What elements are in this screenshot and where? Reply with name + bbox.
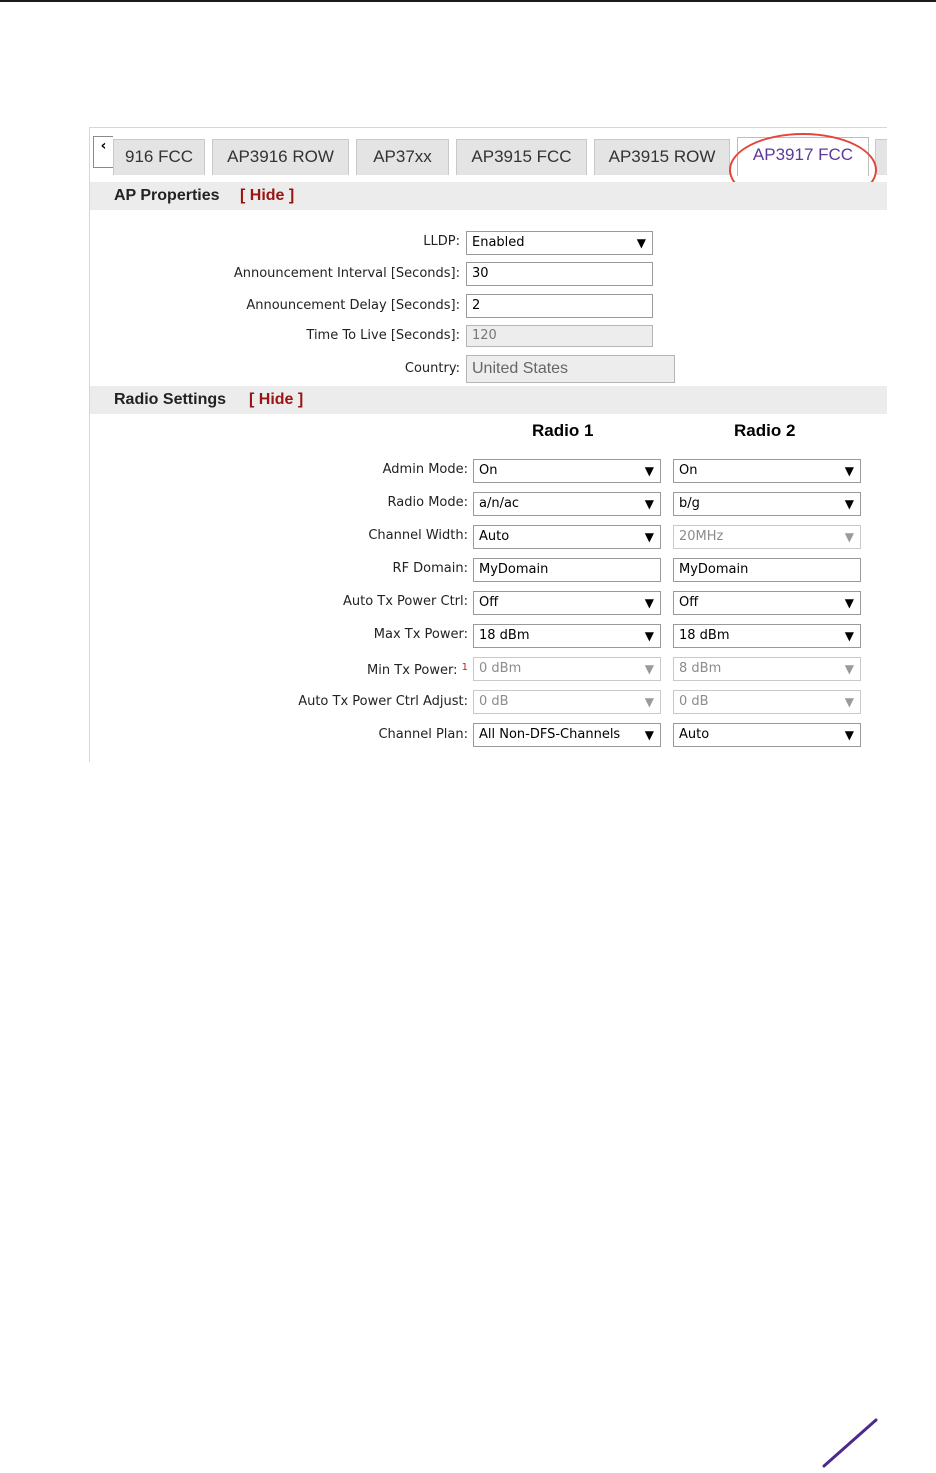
ap-model-tabs	[90, 128, 887, 176]
dropdown-arrow-icon: ▼	[844, 596, 854, 610]
radio1-channel-width-select[interactable]: Auto ▼	[473, 525, 661, 549]
announcement-delay-input[interactable]: 2	[466, 294, 653, 318]
radio1-max-tx-power-select[interactable]: 18 dBm ▼	[473, 624, 661, 648]
radio-1-header: Radio 1	[532, 421, 594, 440]
country-input: United States	[466, 355, 675, 383]
radio-settings-header	[90, 386, 887, 414]
min-tx-power-label: Min Tx Power: $^1$	[367, 662, 468, 678]
lldp-select[interactable]: Enabled ▼	[466, 231, 653, 255]
radio2-auto-tx-power-ctrl-select[interactable]: Off ▼	[673, 591, 861, 615]
dropdown-arrow-icon: ▼	[644, 695, 654, 709]
radio1-auto-tx-power-ctrl-select[interactable]: Off ▼	[473, 591, 661, 615]
brand-slash-logo	[818, 1418, 880, 1468]
ap-properties-header	[90, 182, 887, 210]
dropdown-arrow-icon: ▼	[644, 464, 654, 478]
time-to-live-label: Time To Live [Seconds]:	[306, 328, 460, 343]
dropdown-arrow-icon: ▼	[844, 695, 854, 709]
radio-2-header: Radio 2	[734, 421, 796, 440]
chevron-left-icon: ‹	[100, 138, 107, 154]
tab-ap3916-row[interactable]: AP3916 ROW	[212, 139, 349, 175]
radio1-min-tx-power-select: 0 dBm ▼	[473, 657, 661, 681]
dropdown-arrow-icon: ▼	[644, 629, 654, 643]
channel-width-label: Channel Width:	[368, 528, 468, 543]
tab-ap37xx[interactable]: AP37xx	[356, 139, 449, 175]
max-tx-power-label: Max Tx Power:	[373, 627, 468, 642]
ap-properties-hide-link[interactable]: [ Hide ]	[240, 187, 295, 204]
dropdown-arrow-icon: ▼	[644, 497, 654, 511]
radio2-channel-plan-select[interactable]: Auto ▼	[673, 723, 861, 747]
dropdown-arrow-icon: ▼	[636, 236, 646, 250]
radio2-channel-width-select: 20MHz ▼	[673, 525, 861, 549]
tab-ap3916-fcc[interactable]: 916 FCC	[113, 139, 205, 175]
dropdown-arrow-icon: ▼	[644, 596, 654, 610]
ap-settings-panel	[89, 127, 887, 762]
admin-mode-label: Admin Mode:	[382, 462, 468, 477]
radio1-rf-domain-input[interactable]: MyDomain	[473, 558, 661, 582]
radio2-admin-mode-select[interactable]: On ▼	[673, 459, 861, 483]
dropdown-arrow-icon: ▼	[644, 662, 654, 676]
dropdown-arrow-icon: ▼	[644, 530, 654, 544]
tab-ap3915-fcc[interactable]: AP3915 FCC	[456, 139, 587, 175]
radio1-admin-mode-select[interactable]: On ▼	[473, 459, 661, 483]
top-rule	[0, 0, 936, 2]
rf-domain-label: RF Domain:	[392, 561, 468, 576]
radio1-channel-plan-select[interactable]: All Non-DFS-Channels ▼	[473, 723, 661, 747]
tab-next-partial[interactable]	[875, 139, 887, 175]
radio1-auto-tx-power-ctrl-adjust-select: 0 dB ▼	[473, 690, 661, 714]
radio-settings-title: Radio Settings	[114, 391, 227, 408]
auto-tx-power-ctrl-adjust-label: Auto Tx Power Ctrl Adjust:	[298, 694, 468, 709]
dropdown-arrow-icon: ▼	[844, 728, 854, 742]
lldp-label: LLDP:	[423, 234, 460, 249]
ap-properties-title: AP Properties	[114, 187, 220, 204]
auto-tx-power-ctrl-label: Auto Tx Power Ctrl:	[342, 594, 468, 609]
dropdown-arrow-icon: ▼	[644, 728, 654, 742]
dropdown-arrow-icon: ▼	[844, 497, 854, 511]
tab-ap3915-row[interactable]: AP3915 ROW	[594, 139, 730, 175]
dropdown-arrow-icon: ▼	[844, 464, 854, 478]
radio-settings-hide-link[interactable]: [ Hide ]	[249, 391, 304, 408]
radio2-min-tx-power-select: 8 dBm ▼	[673, 657, 861, 681]
announcement-interval-label: Announcement Interval [Seconds]:	[233, 266, 460, 281]
radio2-auto-tx-power-ctrl-adjust-select: 0 dB ▼	[673, 690, 861, 714]
footnote-marker: 1	[461, 662, 468, 673]
radio2-rf-domain-input[interactable]: MyDomain	[673, 558, 861, 582]
announcement-delay-label: Announcement Delay [Seconds]:	[246, 298, 460, 313]
country-label: Country:	[404, 361, 460, 376]
channel-plan-label: Channel Plan:	[378, 727, 468, 742]
dropdown-arrow-icon: ▼	[844, 662, 854, 676]
radio2-radio-mode-select[interactable]: b/g ▼	[673, 492, 861, 516]
dropdown-arrow-icon: ▼	[844, 530, 854, 544]
announcement-interval-input[interactable]: 30	[466, 262, 653, 286]
tab-scroll-left-button[interactable]	[93, 136, 113, 168]
radio2-max-tx-power-select[interactable]: 18 dBm ▼	[673, 624, 861, 648]
radio1-radio-mode-select[interactable]: a/n/ac ▼	[473, 492, 661, 516]
dropdown-arrow-icon: ▼	[844, 629, 854, 643]
tab-ap3917-fcc[interactable]: AP3917 FCC	[737, 137, 869, 176]
time-to-live-input: 120	[466, 325, 653, 347]
radio-mode-label: Radio Mode:	[387, 495, 468, 510]
